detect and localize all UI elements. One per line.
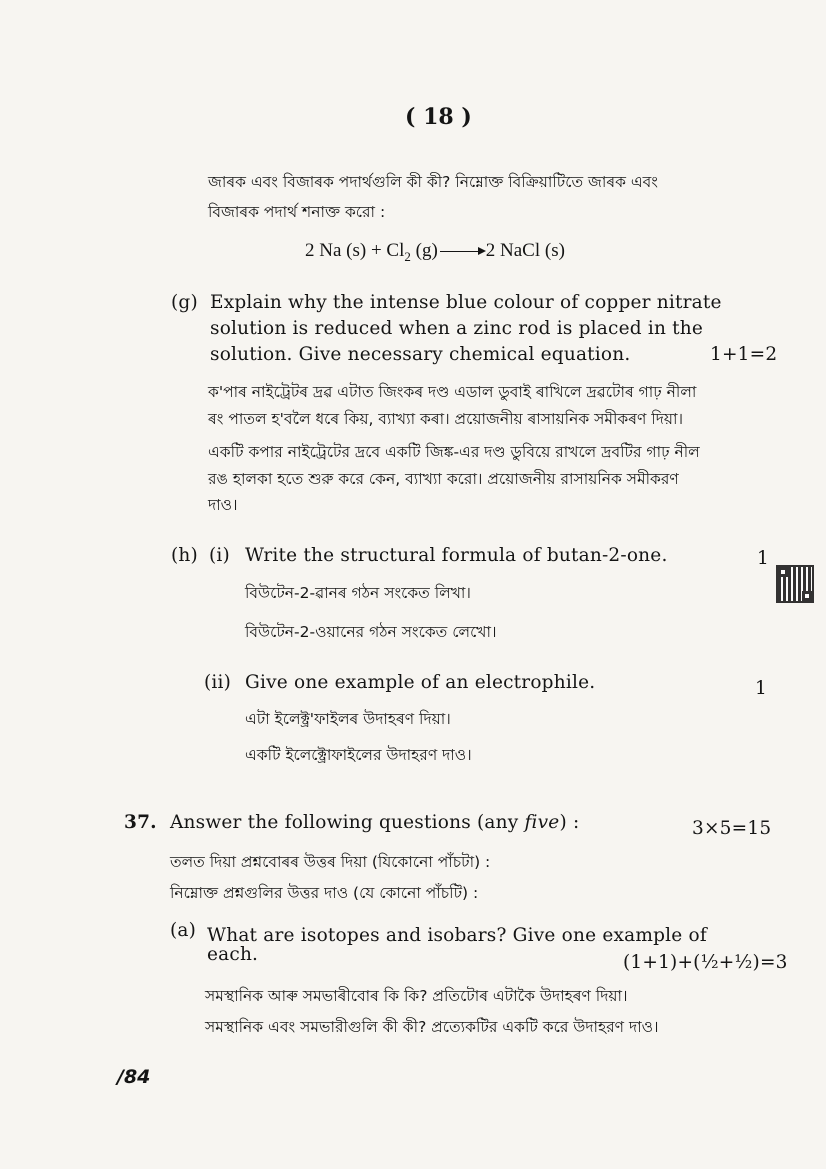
question-g-english-line-1: Explain why the intense blue colour of copper nitrate (210, 292, 722, 313)
question-g-bengali-line-3: দাও। (208, 496, 238, 514)
intro-bengali-line-2: বিজাৰক পদাৰ্থ শনাক্ত করো : (208, 203, 386, 221)
question-h-label: (h) (171, 545, 198, 566)
question-h-i-label: (i) (209, 545, 230, 566)
question-g-assamese-line-1: ক'পাৰ নাইট্ৰেটৰ দ্ৰৱ এটাত জিংকৰ দণ্ড এডাল ডুবাই ৰাখিলে দ্ৰৱটোৰ গাঢ় নীলা (208, 383, 697, 401)
question-37-bengali: নিম্নোক্ত প্রশ্নগুলির উত্তর দাও (যে কোনো পাঁচটি) : (170, 884, 479, 902)
question-37-assamese: তলত দিয়া প্ৰশ্নবোৰৰ উত্তৰ দিয়া (যিকোনো পাঁচটা) : (170, 853, 491, 871)
question-37-a-bengali: সমস্থানিক এবং সমভারীগুলি কী কী? প্রত্যেকটির একটি করে উদাহরণ দাও। (205, 1018, 659, 1036)
question-h-i-bengali: বিউটেন-2-ওয়ানের গঠন সংকেত লেখো। (245, 623, 497, 641)
question-h-ii-label: (ii) (204, 672, 232, 693)
question-g-assamese-line-2: ৰং পাতল হ'বলৈ ধৰে কিয়, ব্যাখ্যা কৰা। প্ৰয়োজনীয় ৰাসায়নিক সমীকৰণ দিয়া। (208, 410, 684, 428)
question-37-english-italic: five (524, 812, 560, 833)
question-37-english-prefix: Answer the following questions (any (170, 812, 525, 833)
question-h-ii-assamese: এটা ইলেক্ট্ৰ'ফাইলৰ উদাহৰণ দিয়া। (245, 710, 451, 728)
question-g-label: (g) (171, 292, 198, 313)
reaction-equation (305, 240, 565, 265)
equation-reactants: 2 Na (s) + Cl (305, 240, 405, 261)
equation-gas-state: (g) (410, 240, 438, 261)
question-37-number: 37. (124, 812, 157, 833)
question-37-english (170, 812, 579, 833)
question-g-bengali-line-1: একটি কপার নাইট্রেটের দ্রবে একটি জিঙ্ক-এর দণ্ড ডুবিয়ে রাখলে দ্রবটির গাঢ় নীল (208, 443, 700, 461)
question-37-marks: 3×5=15 (692, 818, 772, 839)
intro-bengali-line-1: জাৰক এবং বিজাৰক পদাৰ্থগুলি কী কী? নিম্নোক্ত বিক্রিয়াটিতে জাৰক এবং (208, 173, 658, 191)
question-h-ii-bengali: একটি ইলেক্ট্রোফাইলের উদাহরণ দাও। (245, 746, 472, 764)
question-37-a-english-line-1: What are isotopes and isobars? Give one example of (207, 925, 707, 946)
paper-code: /84 (117, 1066, 151, 1088)
question-37-a-assamese: সমস্থানিক আৰু সমভাৰীবোৰ কি কি? প্ৰতিটোৰ এটাকৈ উদাহৰণ দিয়া। (205, 987, 628, 1005)
question-g-marks: 1+1=2 (710, 344, 778, 365)
question-37-a-marks: (1+1)+(½+½)=3 (623, 952, 788, 973)
question-g-bengali-line-2: রঙ হালকা হতে শুরু করে কেন, ব্যাখ্যা করো। প্রয়োজনীয় রাসায়নিক সমীকরণ (208, 470, 679, 488)
equation-product: 2 NaCl (s) (485, 240, 565, 261)
page-number: ( 18 ) (405, 104, 472, 130)
question-37-a-english-line-2: each. (207, 944, 259, 965)
question-h-i-english: Write the structural formula of butan-2-one. (245, 545, 668, 566)
qr-code-icon (776, 565, 814, 603)
question-h-i-assamese: বিউটেন-2-ৱানৰ গঠন সংকেত লিখা। (245, 584, 471, 602)
question-h-ii-english: Give one example of an electrophile. (245, 672, 596, 693)
question-h-ii-marks: 1 (755, 678, 767, 699)
equation-subscript: 2 (404, 248, 411, 264)
question-h-i-marks: 1 (757, 548, 769, 569)
question-g-english-line-2: solution is reduced when a zinc rod is placed in the (210, 318, 704, 339)
question-g-english-line-3: solution. Give necessary chemical equation. (210, 344, 631, 365)
reaction-arrow-icon (440, 251, 484, 253)
question-37-a-label: (a) (170, 920, 197, 941)
question-37-english-suffix: ) : (559, 812, 580, 833)
